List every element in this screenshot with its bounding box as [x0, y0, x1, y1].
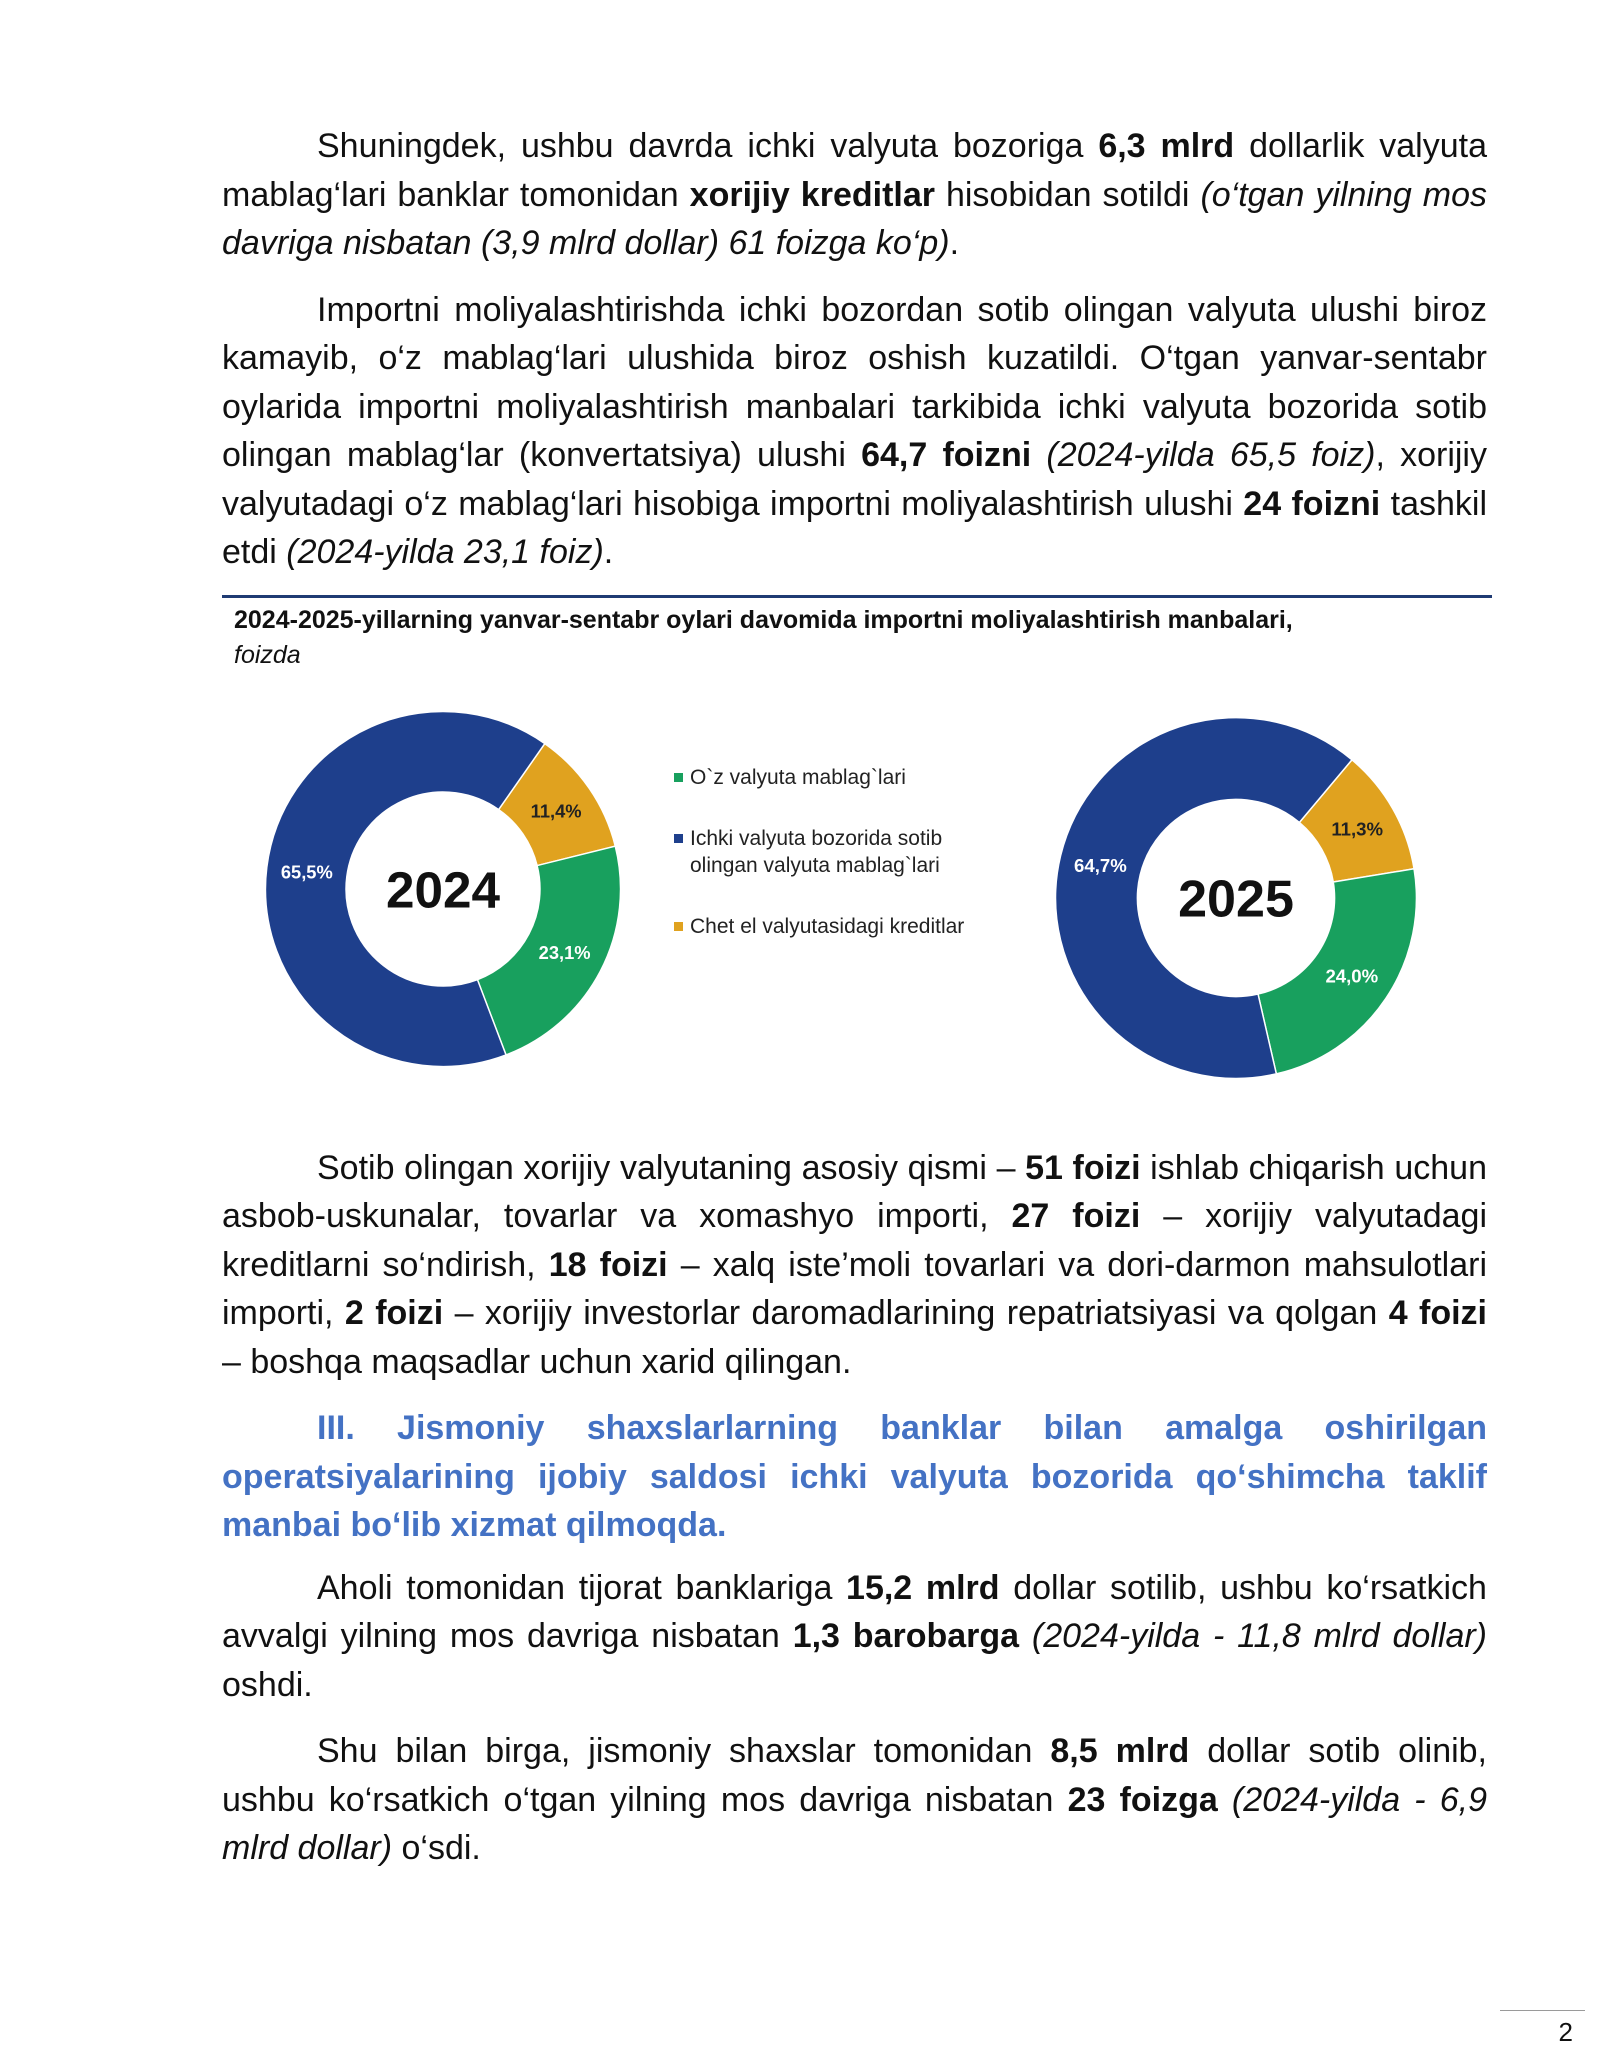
text-run: [1019, 1617, 1032, 1655]
figure-top-rule: [222, 595, 1492, 598]
bold-term: xorijiy kreditlar: [689, 175, 935, 214]
text-run: dollar sotib olinib, ushbu ko‘rsatkich o‘tgan yilning mos davriga nisbatan: [222, 1732, 1488, 1819]
text-run: o‘sdi.: [392, 1829, 481, 1867]
text-run: Aholi tomonidan tijorat banklariga: [317, 1568, 847, 1607]
section-heading: III. Jismoniy shaxslarlarning banklar bilan amalga oshirilgan operatsiyalarining ijobiy saldosi ichki valyuta bozorida qo‘shimcha taklif manbai bo‘lib xizmat qilmoqda.: [222, 1409, 1487, 1544]
page-number: 2: [1500, 2010, 1585, 2048]
legend-item: [674, 913, 1014, 940]
text-run: dollar sotilib, ushbu ko‘rsatkich avvalgi yilning mos davriga nisbatan: [222, 1568, 1487, 1655]
chart-legend: [674, 764, 1014, 974]
slice-data-label: 65,5%: [280, 860, 333, 882]
text-run: ishlab chiqarish uchun asbob-uskunalar, tovarlar va xomashyo importi,: [222, 1148, 1487, 1235]
legend-item: [674, 825, 1014, 879]
text-run: .: [949, 224, 960, 262]
bold-figure: 6,3 mlrd: [1098, 127, 1235, 165]
bold-figure: 4 foizi: [1388, 1294, 1487, 1332]
figure-title: 2024-2025-yillarning yanvar-sentabr oylari davomida importni moliyalashtirish manbalari,: [234, 605, 1293, 634]
text-run: dollarlik valyuta mablag‘lari banklar tomonidan: [222, 127, 1487, 214]
slice-data-label: 24,0%: [1325, 964, 1379, 986]
text-run: – xalq iste’moli tovarlari va dori-darmon mahsulotlari importi,: [222, 1245, 1488, 1332]
bold-figure: 15,2 mlrd: [846, 1568, 1000, 1607]
paragraph-foreign-credits: [222, 122, 1487, 268]
bold-figure: 8,5 mlrd: [1050, 1732, 1190, 1770]
paragraph-currency-usage: [222, 1144, 1487, 1387]
italic-note: (2024-yilda - 6,9 mlrd dollar): [222, 1780, 1488, 1867]
italic-note: (2024-yilda - 11,8 mlrd dollar): [1031, 1617, 1488, 1655]
donut-center-label: 2025: [1178, 870, 1294, 929]
slice-data-label: 64,7%: [1074, 854, 1127, 876]
legend-swatch: [674, 773, 683, 782]
italic-note: (2024-yilda 65,5 foiz): [1046, 436, 1376, 474]
import-financing-figure: [222, 595, 1487, 1102]
paragraph-population-sales: [222, 1564, 1487, 1710]
text-run: .: [603, 533, 614, 571]
donut-chart-2024: [260, 706, 626, 1072]
figure-unit: foizda: [234, 640, 301, 669]
paragraph-import-financing: [222, 286, 1487, 577]
donut-center-label: 2024: [386, 860, 500, 918]
bold-figure: 1,3 barobarga: [792, 1617, 1020, 1655]
legend-label: Chet el valyutasidagi kreditlar: [690, 914, 965, 938]
text-run: , xorijiy valyutadagi o‘z mablag‘lari hisobiga importni moliyalashtirish ulushi: [222, 436, 1487, 523]
bold-figure: 2 foizi: [344, 1294, 444, 1332]
text-run: Shuningdek, ushbu davrda ichki valyuta bozoriga: [317, 127, 1099, 165]
legend-swatch: [674, 834, 683, 843]
bold-figure: 64,7 foizni: [861, 436, 1032, 474]
bold-figure: 24 foizni: [1243, 484, 1381, 523]
text-run: – xorijiy valyutadagi kreditlarni so‘ndirish,: [222, 1197, 1487, 1284]
text-run: Importni moliyalashtirishda ichki bozordan sotib olingan valyuta ulushi biroz kamayib, o‘z mablag‘lari ulushida biroz oshish kuzatildi. O‘tgan yanvar-sentabr oylarida importni moliyalashtirish manbalari tarkibida ichki valyuta bozorida sotib olingan mablag‘lar (konvertatsiya) ulushi: [222, 290, 1487, 474]
legend-label: O`z valyuta mablag`lari: [690, 765, 906, 789]
legend-item: [674, 764, 1014, 791]
text-run: oshdi.: [222, 1665, 313, 1704]
slice-data-label: 11,3%: [1331, 817, 1384, 839]
bold-figure: 23 foizga: [1067, 1780, 1218, 1819]
text-run: Sotib olingan xorijiy valyutaning asosiy qismi –: [317, 1148, 1026, 1187]
italic-note: (2024-yilda 23,1 foiz): [286, 533, 604, 571]
bold-figure: 27 foizi: [1011, 1197, 1141, 1235]
slice-data-label: 11,4%: [530, 800, 582, 822]
bold-figure: 18 foizi: [548, 1245, 668, 1284]
text-run: – xorijiy investorlar daromadlarining repatriatsiyasi va qolgan: [443, 1294, 1389, 1332]
text-run: hisobidan sotildi: [934, 175, 1201, 214]
text-run: tashkil etdi: [222, 484, 1487, 571]
bold-figure: 51 foizi: [1025, 1148, 1141, 1187]
page-content: [222, 122, 1487, 1891]
text-run: [1031, 436, 1046, 474]
text-run: [1218, 1781, 1232, 1819]
charts-area: [222, 672, 1492, 1102]
italic-note: (o‘tgan yilning mos davriga nisbatan (3,9 mlrd dollar) 61 foizga ko‘p): [222, 175, 1487, 262]
text-run: – boshqa maqsadlar uchun xarid qilingan.: [222, 1342, 852, 1381]
slice-data-label: 23,1%: [538, 941, 591, 963]
paragraph-population-purchases: [222, 1727, 1487, 1873]
legend-swatch: [674, 922, 683, 931]
text-run: Shu bilan birga, jismoniy shaxslar tomonidan: [317, 1732, 1051, 1770]
donut-chart-2025: [1050, 712, 1422, 1084]
legend-label: Ichki valyuta bozorida sotib olingan valyuta mablag`lari: [690, 826, 943, 877]
